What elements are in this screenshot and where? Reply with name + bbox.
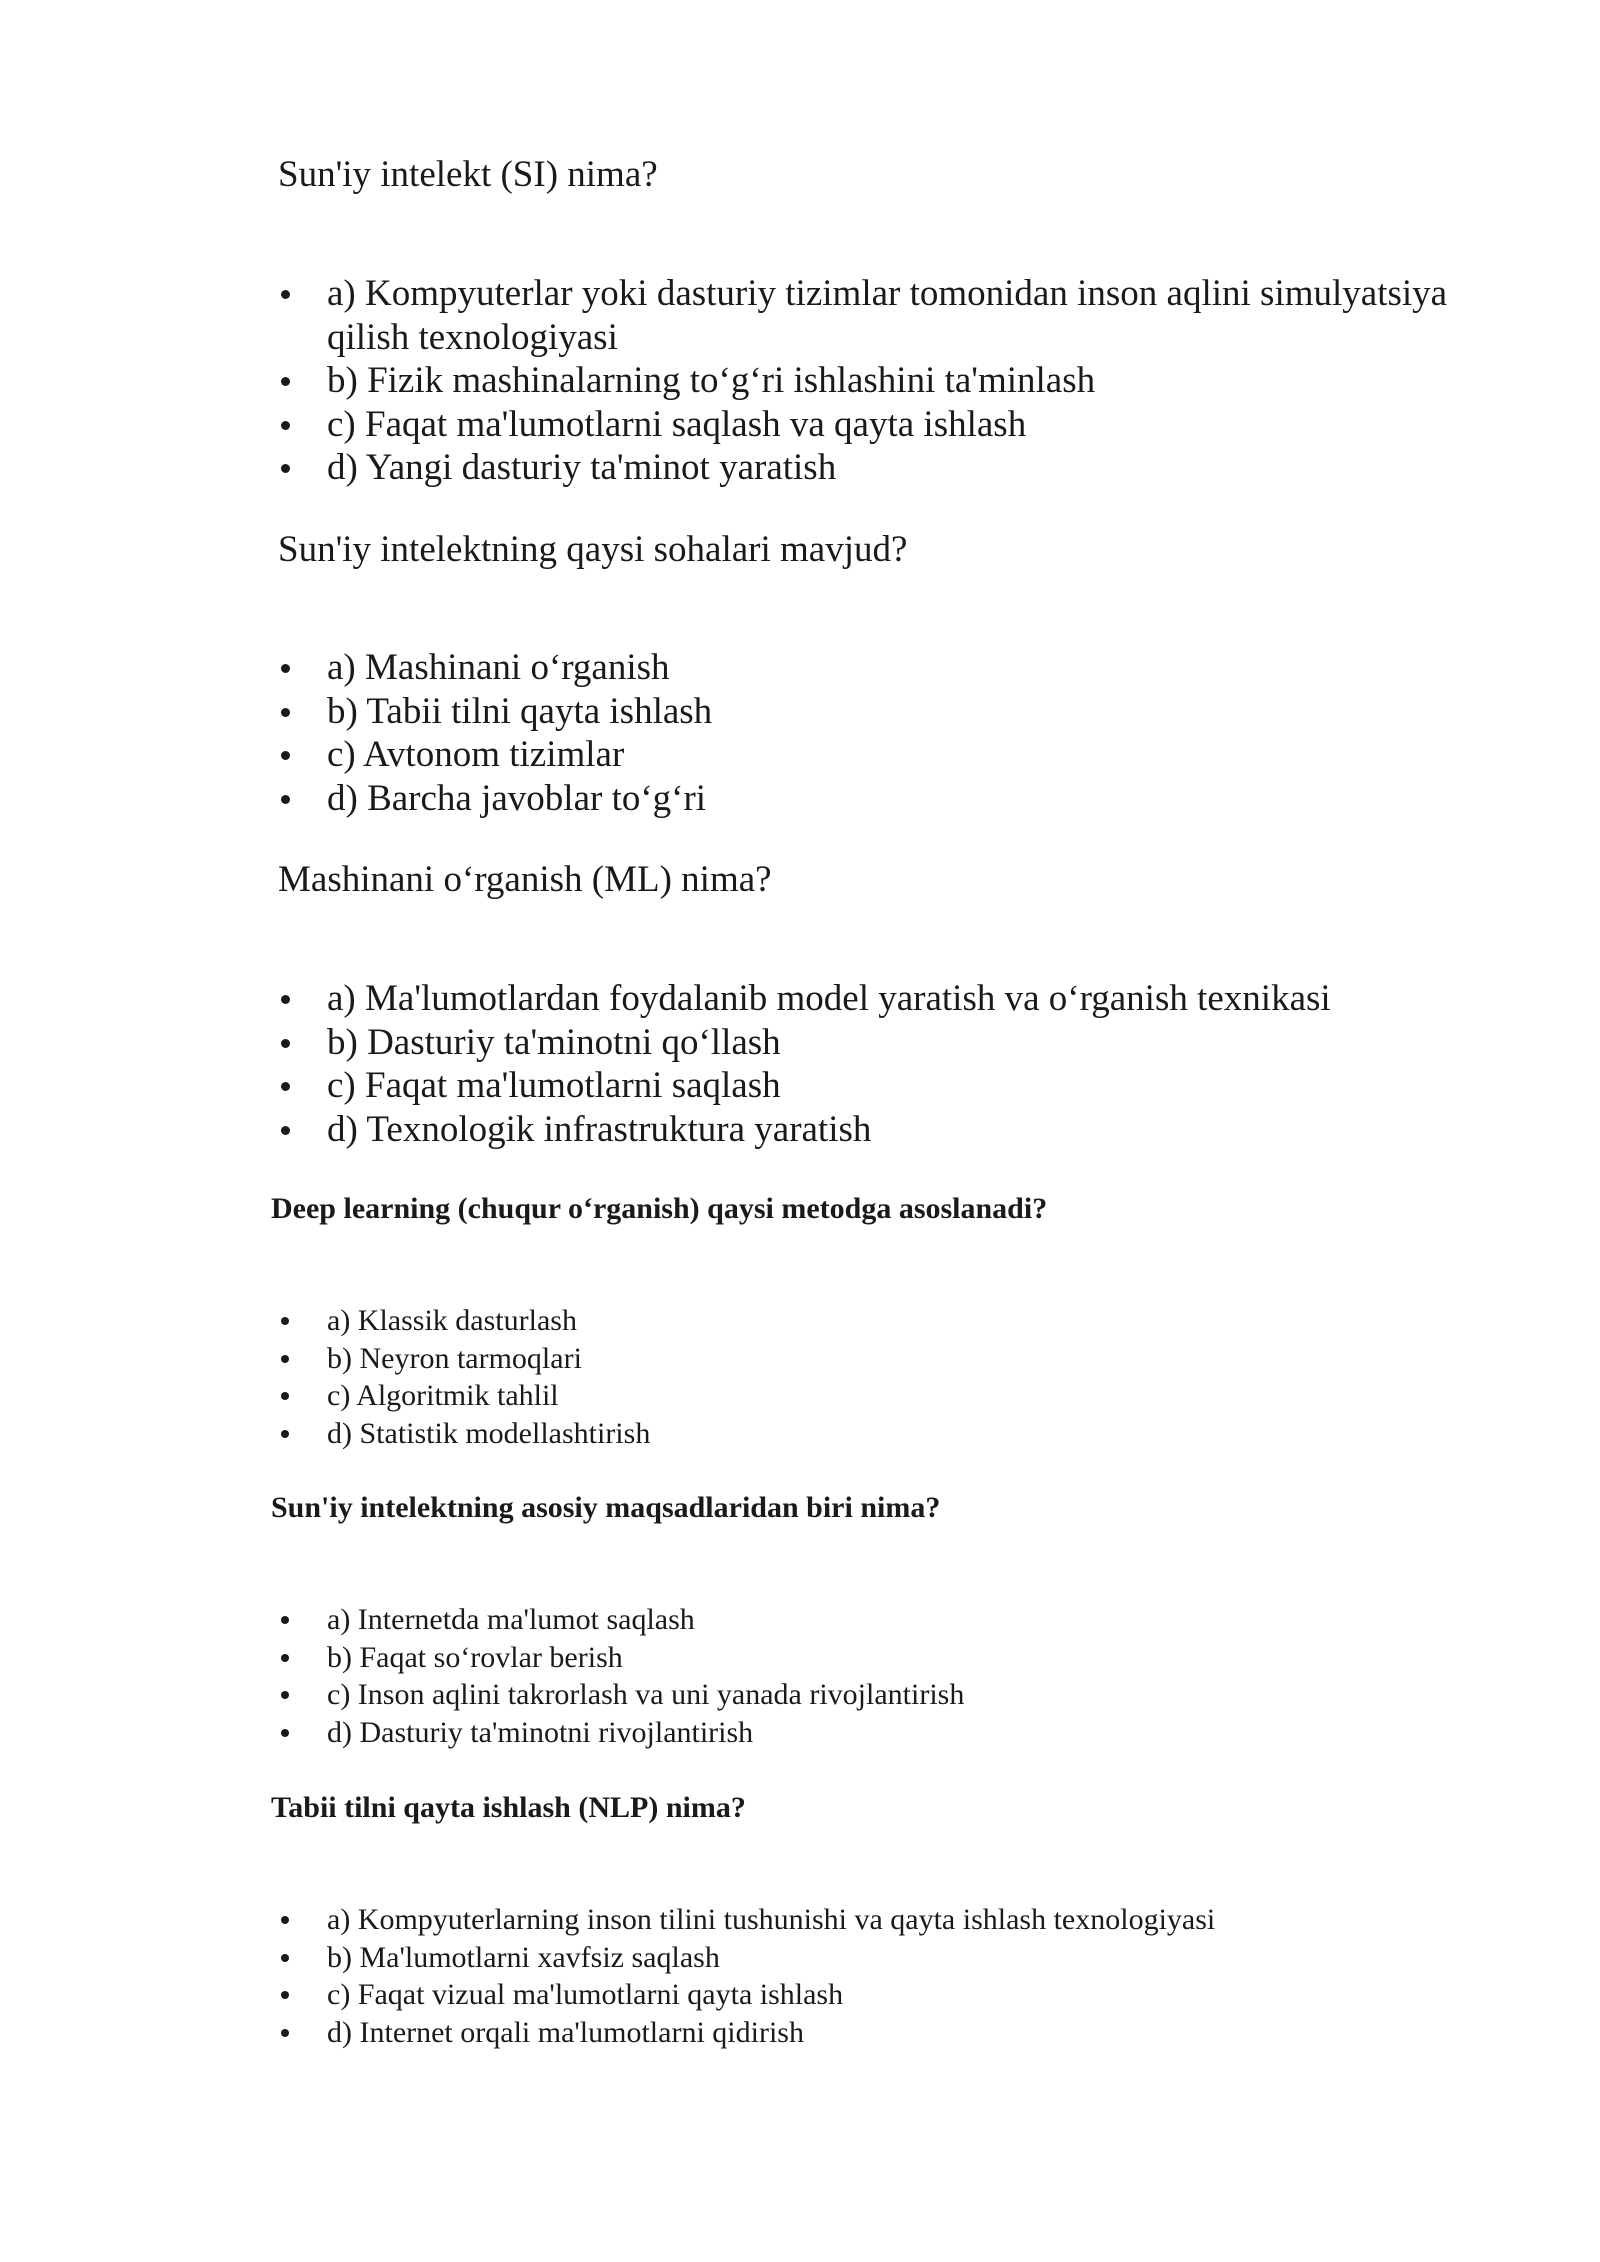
question-5-options [278, 1601, 1528, 1751]
question-6-option-d: d) Internet orqali ma'lumotlarni qidirish [278, 2014, 1528, 2052]
question-1-option-a: a) Kompyuterlar yoki dasturiy tizimlar tomonidan inson aqlini simulyatsiya qilish texnologiyasi [278, 272, 1528, 359]
question-2-options [278, 646, 1528, 820]
question-4-option-a: a) Klassik dasturlash [278, 1302, 1528, 1340]
question-6-option-b: b) Ma'lumotlarni xavfsiz saqlash [278, 1939, 1528, 1977]
question-3-option-a: a) Ma'lumotlardan foydalanib model yaratish va o‘rganish texnikasi [278, 977, 1528, 1021]
question-3-option-c: c) Faqat ma'lumotlarni saqlash [278, 1064, 1528, 1108]
question-2-option-a: a) Mashinani o‘rganish [278, 646, 1528, 690]
question-1-option-b: b) Fizik mashinalarning to‘g‘ri ishlashini ta'minlash [278, 359, 1528, 403]
question-1-option-c: c) Faqat ma'lumotlarni saqlash va qayta ishlash [278, 403, 1528, 447]
question-4-option-b: b) Neyron tarmoqlari [278, 1340, 1528, 1378]
question-3-option-d: d) Texnologik infrastruktura yaratish [278, 1108, 1528, 1152]
question-1-title: Sun'iy intelekt (SI) nima? [278, 154, 658, 195]
question-6-option-a: a) Kompyuterlarning inson tilini tushunishi va qayta ishlash texnologiyasi [278, 1901, 1528, 1939]
question-2-option-c: c) Avtonom tizimlar [278, 733, 1528, 777]
question-6-options [278, 1901, 1528, 2051]
question-3-option-b: b) Dasturiy ta'minotni qo‘llash [278, 1021, 1528, 1065]
question-4-option-d: d) Statistik modellashtirish [278, 1415, 1528, 1453]
question-1-option-d: d) Yangi dasturiy ta'minot yaratish [278, 446, 1528, 490]
question-2-title: Sun'iy intelektning qaysi sohalari mavjud? [278, 529, 908, 570]
question-5-option-c: c) Inson aqlini takrorlash va uni yanada rivojlantirish [278, 1676, 1528, 1714]
question-4-option-c: c) Algoritmik tahlil [278, 1377, 1528, 1415]
question-6-title: Tabii tilni qayta ishlash (NLP) nima? [271, 1791, 746, 1824]
question-5-option-b: b) Faqat so‘rovlar berish [278, 1639, 1528, 1677]
question-4-title: Deep learning (chuqur o‘rganish) qaysi metodga asoslanadi? [271, 1192, 1048, 1225]
question-6-option-c: c) Faqat vizual ma'lumotlarni qayta ishlash [278, 1976, 1528, 2014]
question-2-option-d: d) Barcha javoblar to‘g‘ri [278, 777, 1528, 821]
question-5-title: Sun'iy intelektning asosiy maqsadlaridan biri nima? [271, 1491, 941, 1524]
question-2-option-b: b) Tabii tilni qayta ishlash [278, 690, 1528, 734]
question-5-option-a: a) Internetda ma'lumot saqlash [278, 1601, 1528, 1639]
question-4-options [278, 1302, 1528, 1452]
question-3-options [278, 977, 1528, 1151]
question-1-options [278, 272, 1528, 490]
question-5-option-d: d) Dasturiy ta'minotni rivojlantirish [278, 1714, 1528, 1752]
question-3-title: Mashinani o‘rganish (ML) nima? [278, 859, 772, 900]
